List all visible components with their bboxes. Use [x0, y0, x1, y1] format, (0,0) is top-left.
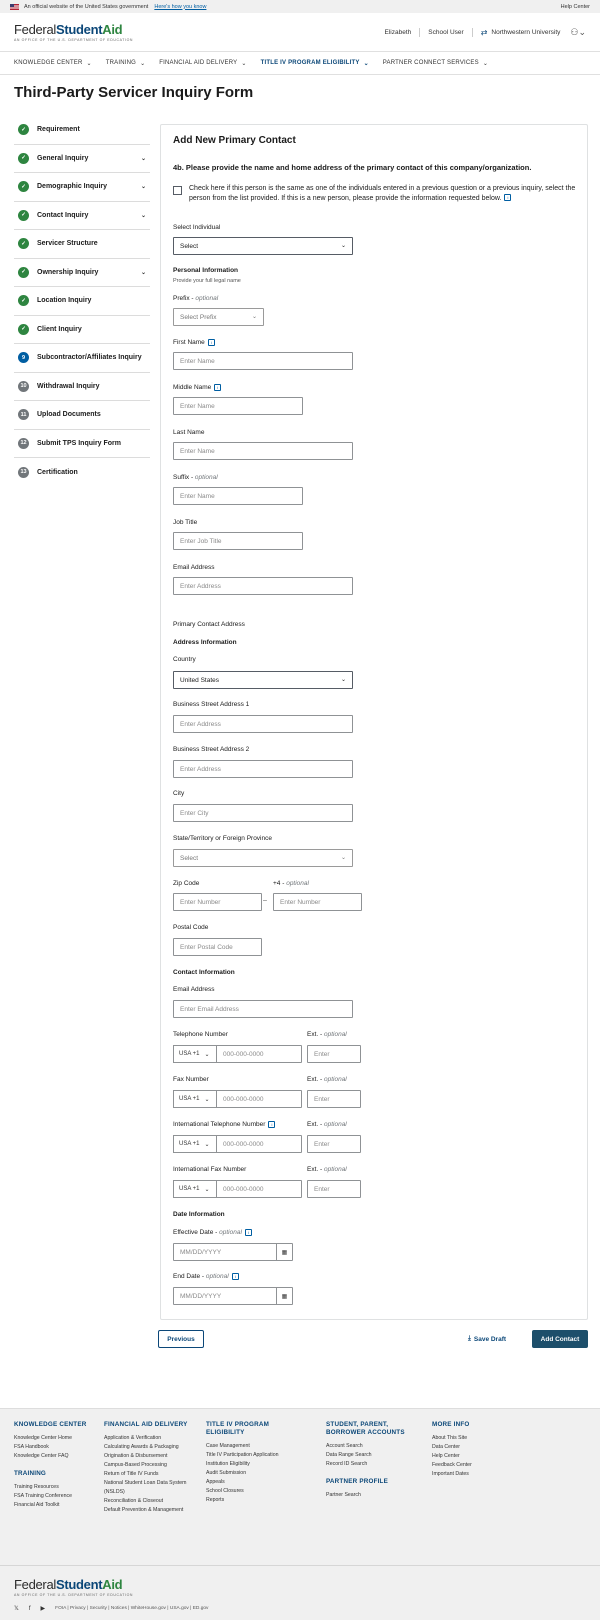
add-contact-button[interactable]: Add Contact	[532, 1330, 588, 1348]
plus4-input[interactable]: Enter Number	[273, 893, 362, 911]
footer-link[interactable]: Data Range Search	[326, 1452, 372, 1458]
contact-info-heading: Contact Information	[173, 969, 235, 976]
chevron-down-icon[interactable]: ⌄	[140, 155, 146, 162]
step-number-icon: 10	[18, 381, 29, 392]
primary-address-heading: Primary Contact Address	[173, 621, 245, 628]
chevron-down-icon[interactable]: ⌄	[140, 184, 146, 191]
step-item[interactable]	[14, 145, 150, 174]
footer-link[interactable]: Data Center	[432, 1444, 460, 1450]
phone-input[interactable]: 000-000-0000	[216, 1135, 302, 1153]
footer-link[interactable]: Help Center	[432, 1453, 460, 1459]
site-footer	[0, 1408, 600, 1620]
check-icon: ✓	[18, 210, 29, 221]
footer-link[interactable]: Important Dates	[432, 1471, 469, 1477]
info-icon[interactable]: i	[232, 1273, 239, 1280]
check-icon: ✓	[18, 295, 29, 306]
step-item[interactable]	[14, 430, 150, 459]
footer-link[interactable]: Audit Submission	[206, 1470, 247, 1476]
main-nav	[0, 51, 600, 75]
footer-link[interactable]: Title IV Participation Application	[206, 1452, 279, 1458]
nav-knowledge-center[interactable]: KNOWLEDGE CENTER ⌄	[14, 60, 92, 67]
step-label: Subcontractor/Affiliates Inquiry	[37, 354, 142, 362]
footer-link[interactable]: Knowledge Center Home	[14, 1435, 72, 1441]
suffix-input[interactable]: Enter Name	[173, 487, 303, 505]
chevron-down-icon: ⌄	[363, 60, 369, 67]
nav-financial-aid-delivery[interactable]: FINANCIAL AID DELIVERY ⌄	[159, 60, 247, 67]
fsa-logo[interactable]: FederalStudentAid AN OFFICE OF THE U.S. DEPARTMENT OF EDUCATION	[14, 22, 134, 42]
chevron-down-icon: ⌄	[140, 60, 146, 67]
step-label: Upload Documents	[37, 411, 101, 419]
ext-label: Ext. - optional	[307, 1121, 347, 1128]
footer-link[interactable]: Appeals	[206, 1479, 225, 1485]
check-icon: ✓	[18, 153, 29, 164]
footer-link[interactable]: Campus-Based Processing	[104, 1462, 167, 1468]
footer-link[interactable]: About This Site	[432, 1435, 468, 1441]
form-title: Add New Primary Contact	[173, 135, 296, 146]
step-number-icon: 12	[18, 438, 29, 449]
middle-name-input[interactable]: Enter Name	[173, 397, 303, 415]
postal-label: Postal Code	[173, 924, 209, 931]
plus4-label: +4 - optional	[273, 880, 309, 887]
step-number-icon: 13	[18, 467, 29, 478]
nav-title-iv-eligibility[interactable]: TITLE IV PROGRAM ELIGIBILITY ⌄	[260, 60, 369, 67]
phone-label: Telephone Number	[173, 1031, 228, 1038]
footer-link[interactable]: Reports	[206, 1497, 225, 1503]
same-person-checkbox[interactable]	[173, 186, 182, 195]
chevron-down-icon[interactable]: ⌄	[140, 269, 146, 276]
footer-link[interactable]: Partner Search	[326, 1492, 361, 1498]
youtube-icon[interactable]: ▶	[40, 1606, 46, 1612]
footer-link[interactable]: Institution Eligibility	[206, 1461, 250, 1467]
footer-heading: FINANCIAL AID DELIVERY	[104, 1421, 188, 1428]
chevron-down-icon: ⌄	[204, 1186, 210, 1193]
page-title: Third-Party Servicer Inquiry Form	[14, 84, 254, 101]
swap-icon[interactable]: ⇄	[480, 27, 488, 37]
suffix-label: Suffix - optional	[173, 474, 218, 481]
country-code-dropdown[interactable]: USA +1 ⌄	[173, 1045, 217, 1063]
chevron-down-icon: ⌄	[204, 1051, 210, 1058]
step-number-icon: 9	[18, 352, 29, 363]
footer-link[interactable]: Account Search	[326, 1443, 363, 1449]
select-individual-dropdown[interactable]: Select ⌄	[173, 237, 353, 255]
first-name-input[interactable]: Enter Name	[173, 352, 353, 370]
footer-link[interactable]: Financial Aid Toolkit	[14, 1502, 60, 1508]
footer-column	[206, 1421, 298, 1505]
info-icon[interactable]: i	[268, 1121, 275, 1128]
phone-input[interactable]: 000-000-0000	[216, 1045, 302, 1063]
footer-heading: TITLE IV PROGRAM ELIGIBILITY	[206, 1421, 270, 1436]
step-item[interactable]	[14, 373, 150, 402]
phone-input[interactable]: 000-000-0000	[216, 1090, 302, 1108]
gov-banner	[0, 0, 600, 13]
postal-input[interactable]: Enter Postal Code	[173, 938, 262, 956]
banner-text: An official website of the United States government	[24, 3, 149, 10]
nav-partner-connect[interactable]: PARTNER CONNECT SERVICES ⌄	[382, 60, 489, 67]
footer-column	[14, 1421, 106, 1510]
footer-link[interactable]: Return of Title IV Funds	[104, 1471, 159, 1477]
country-dropdown[interactable]: United States ⌄	[173, 671, 353, 689]
ext-input[interactable]: Enter	[307, 1180, 361, 1198]
phone-input[interactable]: 000-000-0000	[216, 1180, 302, 1198]
footer-link[interactable]: Training Resources	[14, 1484, 59, 1490]
chevron-down-icon: ⌄	[340, 855, 346, 861]
previous-button[interactable]: Previous	[158, 1330, 204, 1348]
last-name-label: Last Name	[173, 429, 205, 436]
job-title-input[interactable]: Enter Job Title	[173, 532, 303, 550]
user-account-icon[interactable]: ⚇⌄	[570, 26, 586, 37]
step-item[interactable]	[14, 287, 150, 316]
ext-label: Ext. - optional	[307, 1166, 347, 1173]
ext-label: Ext. - optional	[307, 1031, 347, 1038]
step-label: Contact Inquiry	[37, 211, 89, 219]
facebook-icon[interactable]: f	[28, 1605, 31, 1612]
email-label: Email Address	[173, 564, 215, 571]
last-name-input[interactable]: Enter Name	[173, 442, 353, 460]
ext-input[interactable]: Enter	[307, 1045, 361, 1063]
street2-label: Business Street Address 2	[173, 746, 250, 753]
institution-name[interactable]: Northwestern University	[491, 28, 561, 36]
calendar-icon[interactable]: ▦	[276, 1244, 292, 1260]
footer-link[interactable]: Record ID Search	[326, 1461, 368, 1467]
footer-link[interactable]: Reconciliation & Closeout	[104, 1498, 164, 1504]
info-icon[interactable]: i	[504, 194, 511, 201]
ext-label: Ext. - optional	[307, 1076, 347, 1083]
city-label: City	[173, 790, 185, 797]
nav-training[interactable]: TRAINING ⌄	[105, 60, 146, 67]
phone-label: International Fax Number	[173, 1166, 247, 1173]
email-input[interactable]: Enter Address	[173, 577, 353, 595]
calendar-icon[interactable]: ▦	[276, 1288, 292, 1304]
user-name: Elizabeth	[384, 28, 412, 36]
country-label: Country	[173, 656, 196, 663]
zip-dash: –	[263, 897, 267, 904]
step-item[interactable]	[14, 202, 150, 231]
select-individual-label: Select Individual	[173, 224, 221, 231]
phone-label: Fax Number	[173, 1076, 209, 1083]
address-info-heading: Address Information	[173, 639, 237, 646]
chevron-down-icon: ⌄	[204, 1141, 210, 1148]
footer-link[interactable]: Knowledge Center FAQ	[14, 1453, 69, 1459]
country-code-dropdown[interactable]: USA +1 ⌄	[173, 1135, 217, 1153]
info-icon[interactable]: i	[214, 384, 221, 391]
chevron-down-icon: ⌄	[251, 314, 257, 320]
us-flag-icon	[10, 4, 19, 10]
info-icon[interactable]: i	[245, 1229, 252, 1236]
legal-links[interactable]: FOIA | Privacy | Security | Notices | WhiteHouse.gov | USA.gov | ED.gov	[55, 1606, 209, 1611]
info-icon[interactable]: i	[208, 339, 215, 346]
footer-link[interactable]: FSA Training Conference	[14, 1493, 72, 1499]
site-header	[0, 13, 600, 51]
end-date-label: End Date - optional i	[173, 1273, 239, 1280]
footer-link[interactable]: School Closures	[206, 1488, 244, 1494]
footer-link[interactable]: Calculating Awards & Packaging	[104, 1444, 179, 1450]
step-label: Servicer Structure	[37, 240, 98, 248]
step-item[interactable]	[14, 116, 150, 145]
step-item[interactable]	[14, 316, 150, 345]
prefix-dropdown[interactable]: Select Prefix ⌄	[173, 308, 264, 326]
footer-heading: MORE INFO	[432, 1421, 470, 1428]
chevron-down-icon: ⌄	[340, 243, 346, 249]
middle-name-label: Middle Name i	[173, 384, 221, 391]
help-center-link[interactable]: Help Center	[560, 3, 590, 10]
country-code-dropdown[interactable]: USA +1 ⌄	[173, 1180, 217, 1198]
footer-link[interactable]: Default Prevention & Management	[104, 1507, 184, 1513]
user-role: School User	[428, 28, 464, 36]
social-links	[14, 1605, 218, 1612]
step-item[interactable]	[14, 173, 150, 202]
footer-heading: TRAINING	[14, 1470, 47, 1477]
first-name-label: First Name i	[173, 339, 215, 346]
footer-heading: PARTNER PROFILE	[326, 1478, 389, 1485]
street1-label: Business Street Address 1	[173, 701, 250, 708]
state-label: State/Territory or Foreign Province	[173, 835, 272, 842]
step-item[interactable]	[14, 458, 150, 487]
footer-heading: STUDENT, PARENT, BORROWER ACCOUNTS	[326, 1421, 405, 1436]
step-number-icon: 11	[18, 409, 29, 420]
street1-input[interactable]: Enter Address	[173, 715, 353, 733]
check-icon: ✓	[18, 324, 29, 335]
chevron-down-icon: ⌄	[482, 60, 489, 67]
save-draft-button[interactable]: ⤓ Save Draft	[468, 1335, 507, 1343]
step-item[interactable]	[14, 259, 150, 288]
step-item[interactable]	[14, 344, 150, 373]
date-info-heading: Date Information	[173, 1211, 225, 1218]
phone-label: International Telephone Number i	[173, 1121, 275, 1128]
chevron-down-icon[interactable]: ⌄	[140, 212, 146, 219]
check-icon: ✓	[18, 124, 29, 135]
check-icon: ✓	[18, 267, 29, 278]
chevron-down-icon: ⌄	[204, 1096, 210, 1103]
footer-link[interactable]: Feedback Center	[432, 1462, 472, 1468]
personal-info-heading: Personal Information	[173, 267, 239, 274]
step-sidebar	[14, 116, 150, 487]
step-label: Certification	[37, 468, 78, 476]
footer-column	[326, 1421, 421, 1500]
question-text: 4b. Please provide the name and home address of the primary contact of this company/organization.	[173, 163, 532, 172]
personal-info-sub: Provide your full legal name	[173, 278, 241, 284]
footer-fsa-logo[interactable]: FederalStudentAid AN OFFICE OF THE U.S. DEPARTMENT OF EDUCATION	[14, 1577, 134, 1597]
end-date-input[interactable]: MM/DD/YYYY ▦	[173, 1287, 293, 1305]
checkbox-label: Check here if this person is the same as one of the individuals entered in a previous question or a previous inquiry, select the person from the list provided. If this is a new person, please provide the information requested below. i	[189, 185, 576, 202]
footer-link[interactable]: Case Management	[206, 1443, 250, 1449]
footer-link[interactable]: Application & Verification	[104, 1435, 162, 1441]
banner-link[interactable]: Here's how you know	[154, 3, 207, 10]
contact-email-input[interactable]: Enter Email Address	[173, 1000, 353, 1018]
zip-label: Zip Code	[173, 880, 200, 887]
effective-date-label: Effective Date - optional i	[173, 1229, 252, 1236]
zip-input[interactable]: Enter Number	[173, 893, 262, 911]
footer-link[interactable]: National Student Loan Data System (NSLDS)	[104, 1480, 187, 1495]
ext-input[interactable]: Enter	[307, 1135, 361, 1153]
twitter-icon[interactable]: 𝕏	[14, 1606, 19, 1612]
footer-column	[104, 1421, 196, 1515]
check-icon: ✓	[18, 238, 29, 249]
street2-input[interactable]: Enter Address	[173, 760, 353, 778]
form-card	[160, 124, 588, 1320]
country-code-dropdown[interactable]: USA +1 ⌄	[173, 1090, 217, 1108]
step-label: Requirement	[37, 126, 80, 134]
job-title-label: Job Title	[173, 519, 198, 526]
step-label: Submit TPS Inquiry Form	[37, 439, 122, 447]
chevron-down-icon: ⌄	[241, 60, 247, 67]
city-input[interactable]: Enter City	[173, 804, 353, 822]
prefix-label: Prefix - optional	[173, 295, 219, 302]
effective-date-input[interactable]: MM/DD/YYYY ▦	[173, 1243, 293, 1261]
state-dropdown[interactable]: Select ⌄	[173, 849, 353, 867]
footer-heading: KNOWLEDGE CENTER	[14, 1421, 87, 1428]
footer-link[interactable]: FSA Handbook	[14, 1444, 49, 1450]
chevron-down-icon: ⌄	[86, 60, 92, 67]
footer-link[interactable]: Origination & Disbursement	[104, 1453, 168, 1459]
footer-column	[432, 1421, 524, 1479]
chevron-down-icon: ⌄	[340, 677, 346, 683]
step-label: Ownership Inquiry	[37, 268, 99, 276]
check-icon: ✓	[18, 181, 29, 192]
step-label: Withdrawal Inquiry	[37, 382, 100, 390]
step-label: Client Inquiry	[37, 325, 82, 333]
step-label: Demographic Inquiry	[37, 183, 108, 191]
contact-email-label: Email Address	[173, 986, 215, 993]
save-icon: ⤓	[468, 1335, 471, 1342]
step-item[interactable]	[14, 401, 150, 430]
step-item[interactable]	[14, 230, 150, 259]
step-label: General Inquiry	[37, 154, 89, 162]
step-label: Location Inquiry	[37, 297, 92, 305]
ext-input[interactable]: Enter	[307, 1090, 361, 1108]
